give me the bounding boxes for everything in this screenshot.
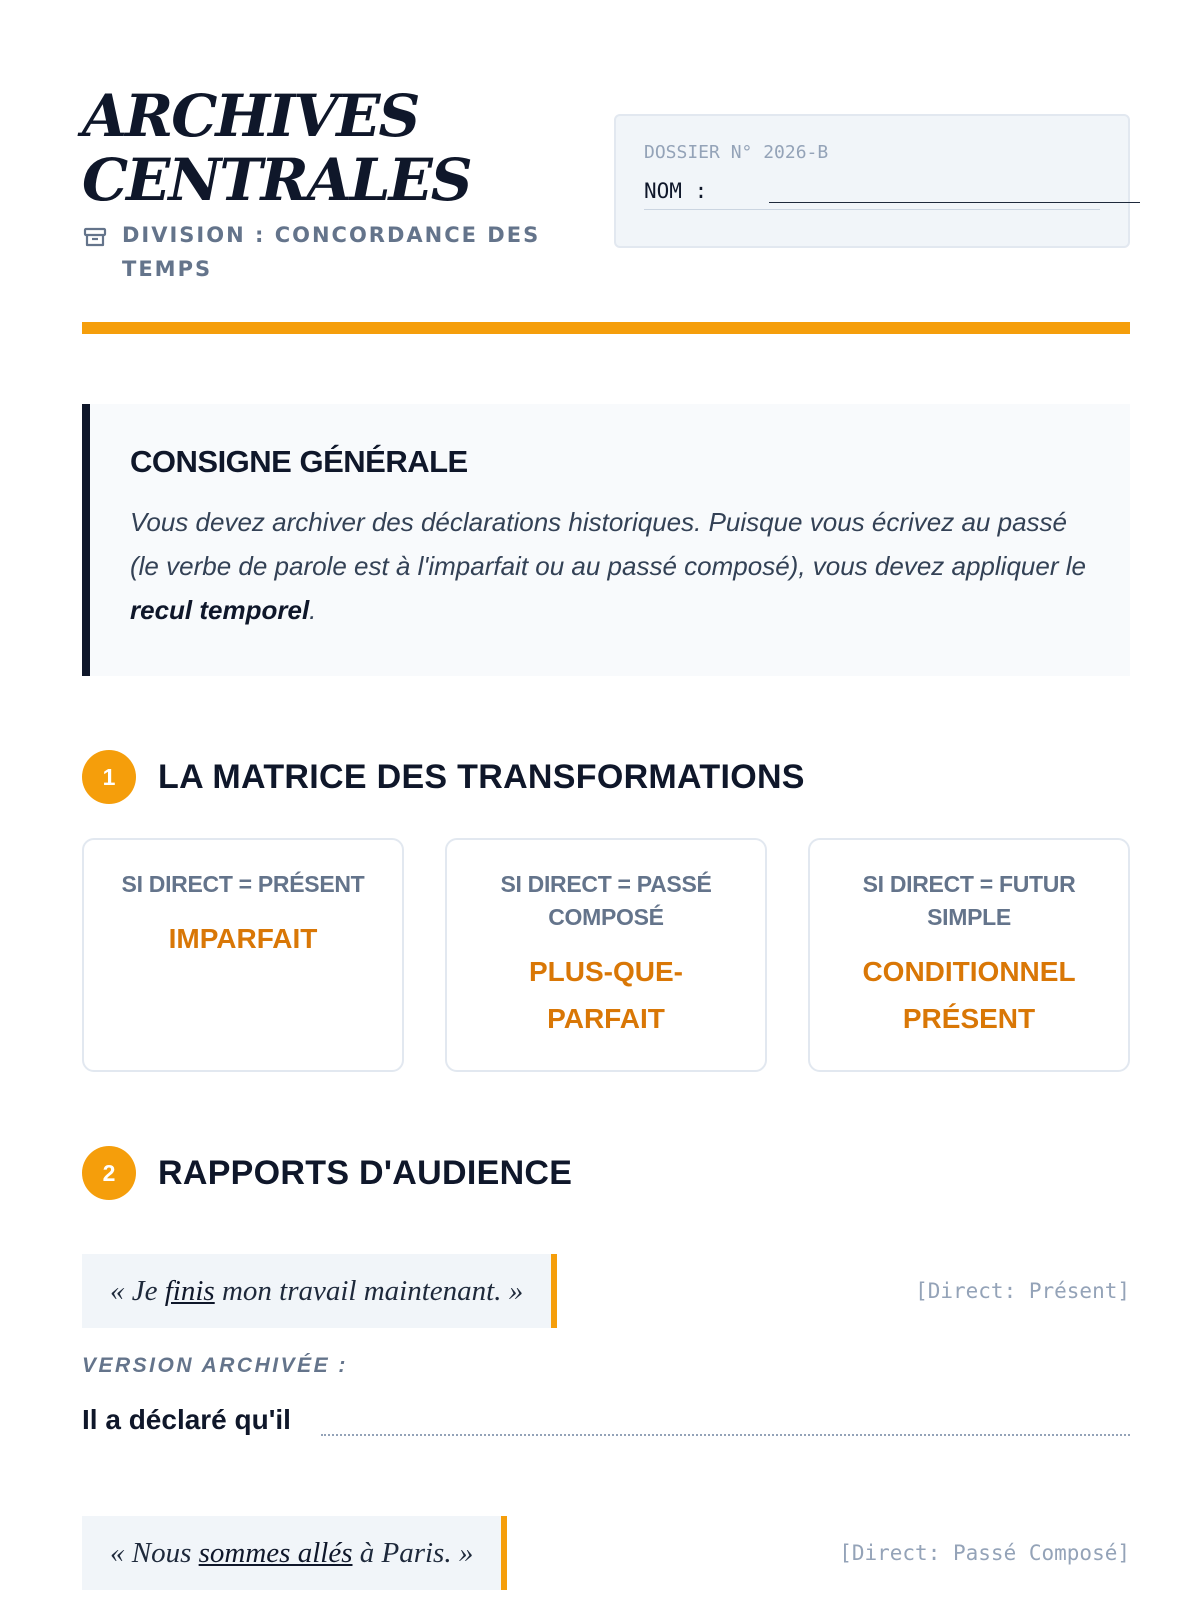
instructions-keyword: recul temporel xyxy=(130,595,310,625)
transformation-matrix xyxy=(82,838,1130,1072)
matrix-card-result: PLUS-QUE-PARFAIT xyxy=(529,956,683,1034)
section-1-heading xyxy=(82,750,805,804)
instructions-box xyxy=(82,404,1130,676)
instructions-text-start: Vous devez archiver des déclarations historiques. Puisque vous écrivez au passé (le verbe de parole est à l'imparfait ou au passé composé), vous devez appliquer le xyxy=(130,507,1086,581)
section-2-title: RAPPORTS D'AUDIENCE xyxy=(158,1153,573,1192)
archived-version-label: VERSION ARCHIVÉE : xyxy=(82,1354,348,1377)
title-line-2: CENTRALES xyxy=(82,146,471,214)
tense-tag: [Direct: Passé Composé] xyxy=(839,1541,1130,1565)
header-divider xyxy=(82,322,1130,334)
quote-open: « Je xyxy=(110,1274,165,1307)
title-line-1: ARCHIVES xyxy=(82,82,419,150)
matrix-card-condition: SI DIRECT = PASSÉ COMPOSÉ xyxy=(500,871,712,930)
tense-tag: [Direct: Présent] xyxy=(915,1279,1130,1303)
quote-open: « Nous xyxy=(110,1536,199,1569)
quote-close: mon travail maintenant. » xyxy=(214,1274,524,1307)
instructions-text-end: . xyxy=(309,595,317,625)
page-title xyxy=(82,84,602,212)
matrix-card-futur xyxy=(808,838,1130,1072)
quote-close: à Paris. » xyxy=(352,1536,474,1569)
division-label xyxy=(82,218,552,286)
division-text: DIVISION : CONCORDANCE DES TEMPS xyxy=(122,223,541,281)
matrix-card-passe-compose xyxy=(445,838,767,1072)
instructions-text xyxy=(130,500,1090,632)
direct-quote xyxy=(82,1254,557,1328)
quote-verb: sommes allés xyxy=(198,1536,353,1569)
dossier-number: DOSSIER N° 2026-B xyxy=(644,142,829,163)
matrix-card-result: CONDITIONNEL PRÉSENT xyxy=(862,956,1076,1034)
matrix-card-condition: SI DIRECT = FUTUR SIMPLE xyxy=(862,871,1076,930)
answer-lead: Il a déclaré qu'il xyxy=(82,1404,291,1435)
matrix-card-condition: SI DIRECT = PRÉSENT xyxy=(121,871,365,897)
statement-row-1 xyxy=(82,1254,1130,1328)
section-2-heading xyxy=(82,1146,572,1200)
statement-row-2 xyxy=(82,1516,1130,1590)
section-1-title: LA MATRICE DES TRANSFORMATIONS xyxy=(158,757,805,796)
section-1-badge: 1 xyxy=(82,750,136,804)
page-header xyxy=(82,84,1130,344)
direct-quote xyxy=(82,1516,507,1590)
archive-box-icon xyxy=(82,224,108,250)
quote-verb: finis xyxy=(164,1274,215,1307)
name-label: NOM : xyxy=(644,179,708,203)
section-2-badge: 2 xyxy=(82,1146,136,1200)
name-row xyxy=(644,179,1100,210)
name-field[interactable] xyxy=(769,187,1140,203)
matrix-card-result: IMPARFAIT xyxy=(168,923,318,954)
instructions-title: CONSIGNE GÉNÉRALE xyxy=(130,444,468,479)
answer-row-1 xyxy=(82,1404,1130,1436)
answer-field[interactable] xyxy=(321,1406,1130,1436)
dossier-box xyxy=(614,114,1130,248)
matrix-card-present xyxy=(82,838,404,1072)
